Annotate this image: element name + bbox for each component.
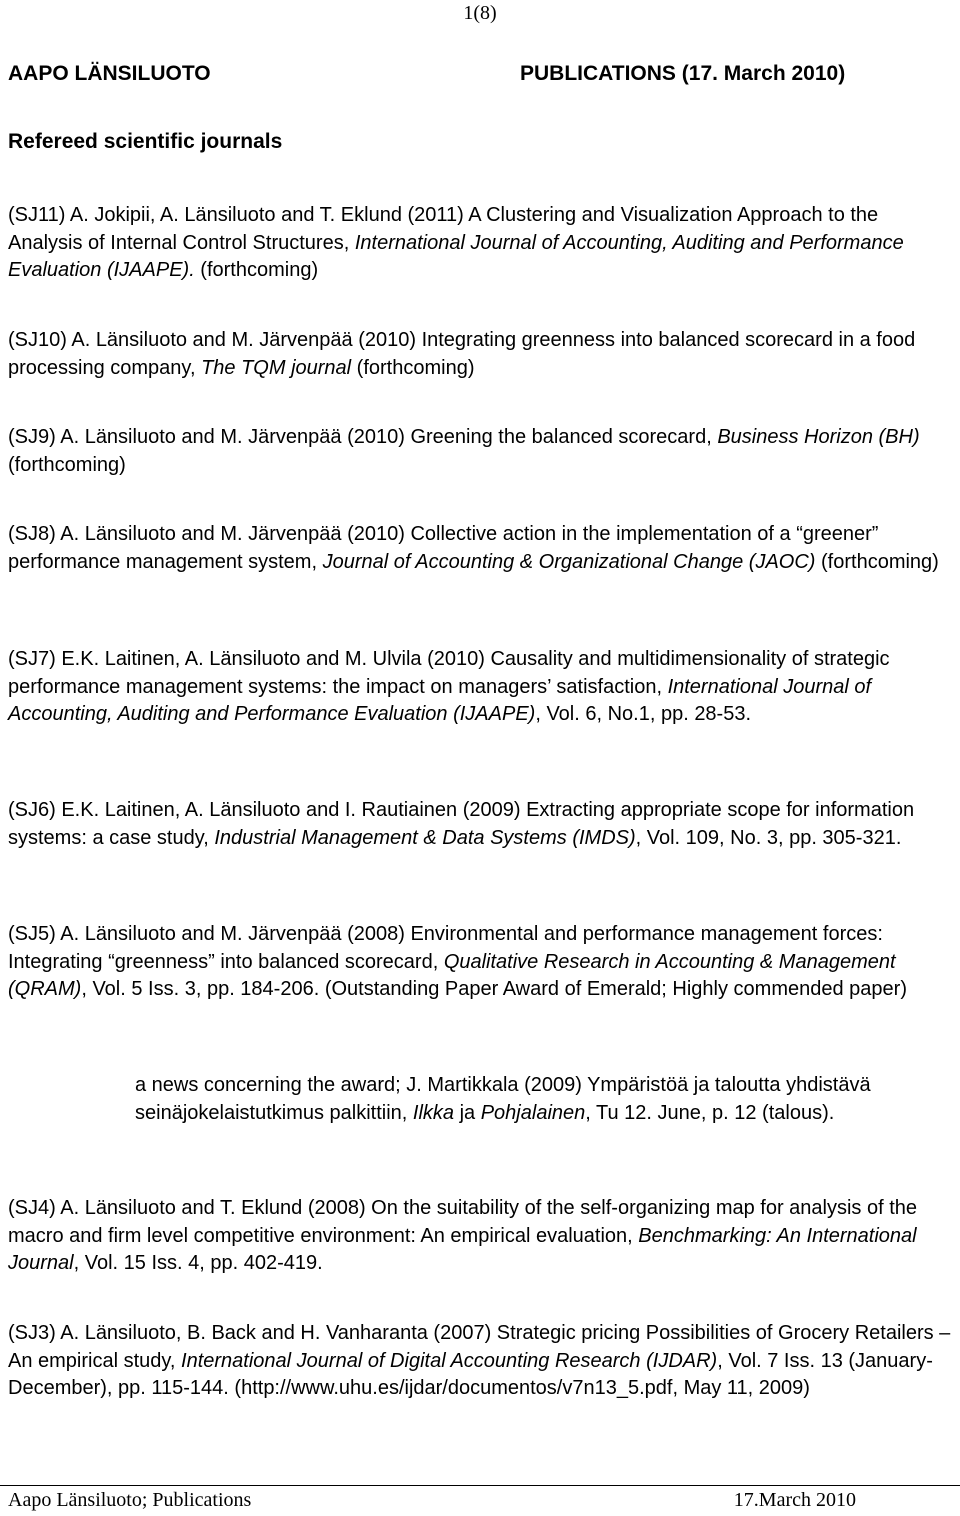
- publication-text: (SJ4) A. Länsiluoto and T. Eklund (2008) On the suitability of the self-organizing map for analysis of the macro and firm level competitive environment: An empirical evaluation,: [8, 1197, 918, 1247]
- publication-text: , Vol. 15 Iss. 4, pp. 402-419.: [73, 1252, 323, 1274]
- publication-entry-sj9: [8, 424, 954, 479]
- publication-entry-sj5-note: [135, 1072, 935, 1127]
- publication-text: (SJ6) E.K. Laitinen, A. Länsiluoto and I. Rautiainen (2009) Extracting appropriate scope for information systems: a case study,: [8, 799, 915, 849]
- footer-date: 17.March 2010: [733, 1489, 856, 1511]
- publication-venue: Pohjalainen: [480, 1101, 586, 1124]
- publication-text: (SJ11) A. Jokipii, A. Länsiluoto and T. Eklund (2011) A Clustering and Visualization Approach to the Analysis of Internal Control Structures,: [8, 204, 879, 254]
- publication-text: a news concerning the award; J. Martikkala (2009) Ympäristöä ja taloutta yhdistävä seinäjokelaistutkimus palkittiin,: [135, 1074, 871, 1124]
- publication-venue: Journal of Accounting & Organizational Change (JAOC): [322, 550, 816, 573]
- publication-text: , Vol. 6, No.1, pp. 28-53.: [535, 703, 752, 725]
- publication-text: (SJ7) E.K. Laitinen, A. Länsiluoto and M. Ulvila (2010) Causality and multidimensionality of strategic performance management systems: the impact on managers’ satisfaction,: [8, 648, 890, 698]
- publication-text: (SJ9) A. Länsiluoto and M. Järvenpää (2010) Greening the balanced scorecard,: [8, 426, 718, 448]
- publication-venue: Industrial Management & Data Systems (IMDS): [214, 826, 636, 849]
- publication-text: (forthcoming): [351, 356, 475, 379]
- publication-venue: International Journal of Accounting, Auditing and Performance Evaluation (IJAAPE): [8, 675, 872, 725]
- publication-text: (SJ8) A. Länsiluoto and M. Järvenpää (2010) Collective action in the implementation of a “greener” performance management system,: [8, 523, 879, 573]
- footer-title: Aapo Länsiluoto; Publications: [8, 1489, 252, 1511]
- page-number: 1(8): [463, 2, 497, 24]
- publication-entry-sj10: [8, 327, 954, 382]
- publication-venue: Qualitative Research in Accounting & Management (QRAM): [8, 950, 896, 1000]
- publication-text: (SJ5) A. Länsiluoto and M. Järvenpää (2008) Environmental and performance management forces: Integrating “greenness” into balanced scorecard,: [8, 923, 883, 973]
- publication-text: (forthcoming): [815, 550, 939, 573]
- publication-entry-sj7: [8, 646, 954, 729]
- document-header: [8, 62, 888, 94]
- publication-text: , Vol. 5 Iss. 3, pp. 184-206. (Outstanding Paper Award of Emerald; Highly commended paper): [81, 978, 907, 1000]
- publication-text: , Vol. 7 Iss. 13 (January-December), pp. 115-144. (http://www.uhu.es/ijdar/documentos/v7n13_5.pdf, May 11, 2009): [8, 1349, 933, 1399]
- publication-venue: International Journal of Digital Accounting Research (IJDAR): [181, 1349, 718, 1372]
- publication-text: (forthcoming): [8, 453, 126, 476]
- publication-venue: International Journal of Accounting, Auditing and Performance Evaluation (IJAAPE).: [8, 231, 904, 281]
- publication-text: (SJ10) A. Länsiluoto and M. Järvenpää (2010) Integrating greenness into balanced scorecard in a food processing company,: [8, 329, 916, 379]
- publication-entry-sj5: [8, 921, 954, 1004]
- publication-venue: Business Horizon (BH): [717, 426, 920, 448]
- publications-date: PUBLICATIONS (17. March 2010): [520, 62, 846, 85]
- publication-text: (SJ3) A. Länsiluoto, B. Back and H. Vanharanta (2007) Strategic pricing Possibilities of Grocery Retailers – An empirical study,: [8, 1322, 951, 1372]
- publication-text: ja: [454, 1101, 481, 1124]
- publication-venue: Ilkka: [412, 1101, 455, 1124]
- author-name: AAPO LÄNSILUOTO: [8, 62, 211, 85]
- publication-entry-sj11: [8, 202, 954, 285]
- publication-text: , Vol. 109, No. 3, pp. 305-321.: [635, 826, 902, 849]
- publication-entry-sj4: [8, 1195, 954, 1278]
- publication-entry-sj6: [8, 797, 954, 852]
- footer-divider: [0, 1485, 960, 1486]
- publication-venue: Benchmarking: An International Journal: [8, 1224, 917, 1274]
- publication-entry-sj3: [8, 1320, 954, 1403]
- publication-entry-sj8: [8, 521, 954, 576]
- section-title: Refereed scientific journals: [8, 130, 283, 153]
- publication-text: (forthcoming): [194, 259, 319, 281]
- publication-text: , Tu 12. June, p. 12 (talous).: [585, 1101, 835, 1124]
- publication-venue: The TQM journal: [201, 356, 352, 379]
